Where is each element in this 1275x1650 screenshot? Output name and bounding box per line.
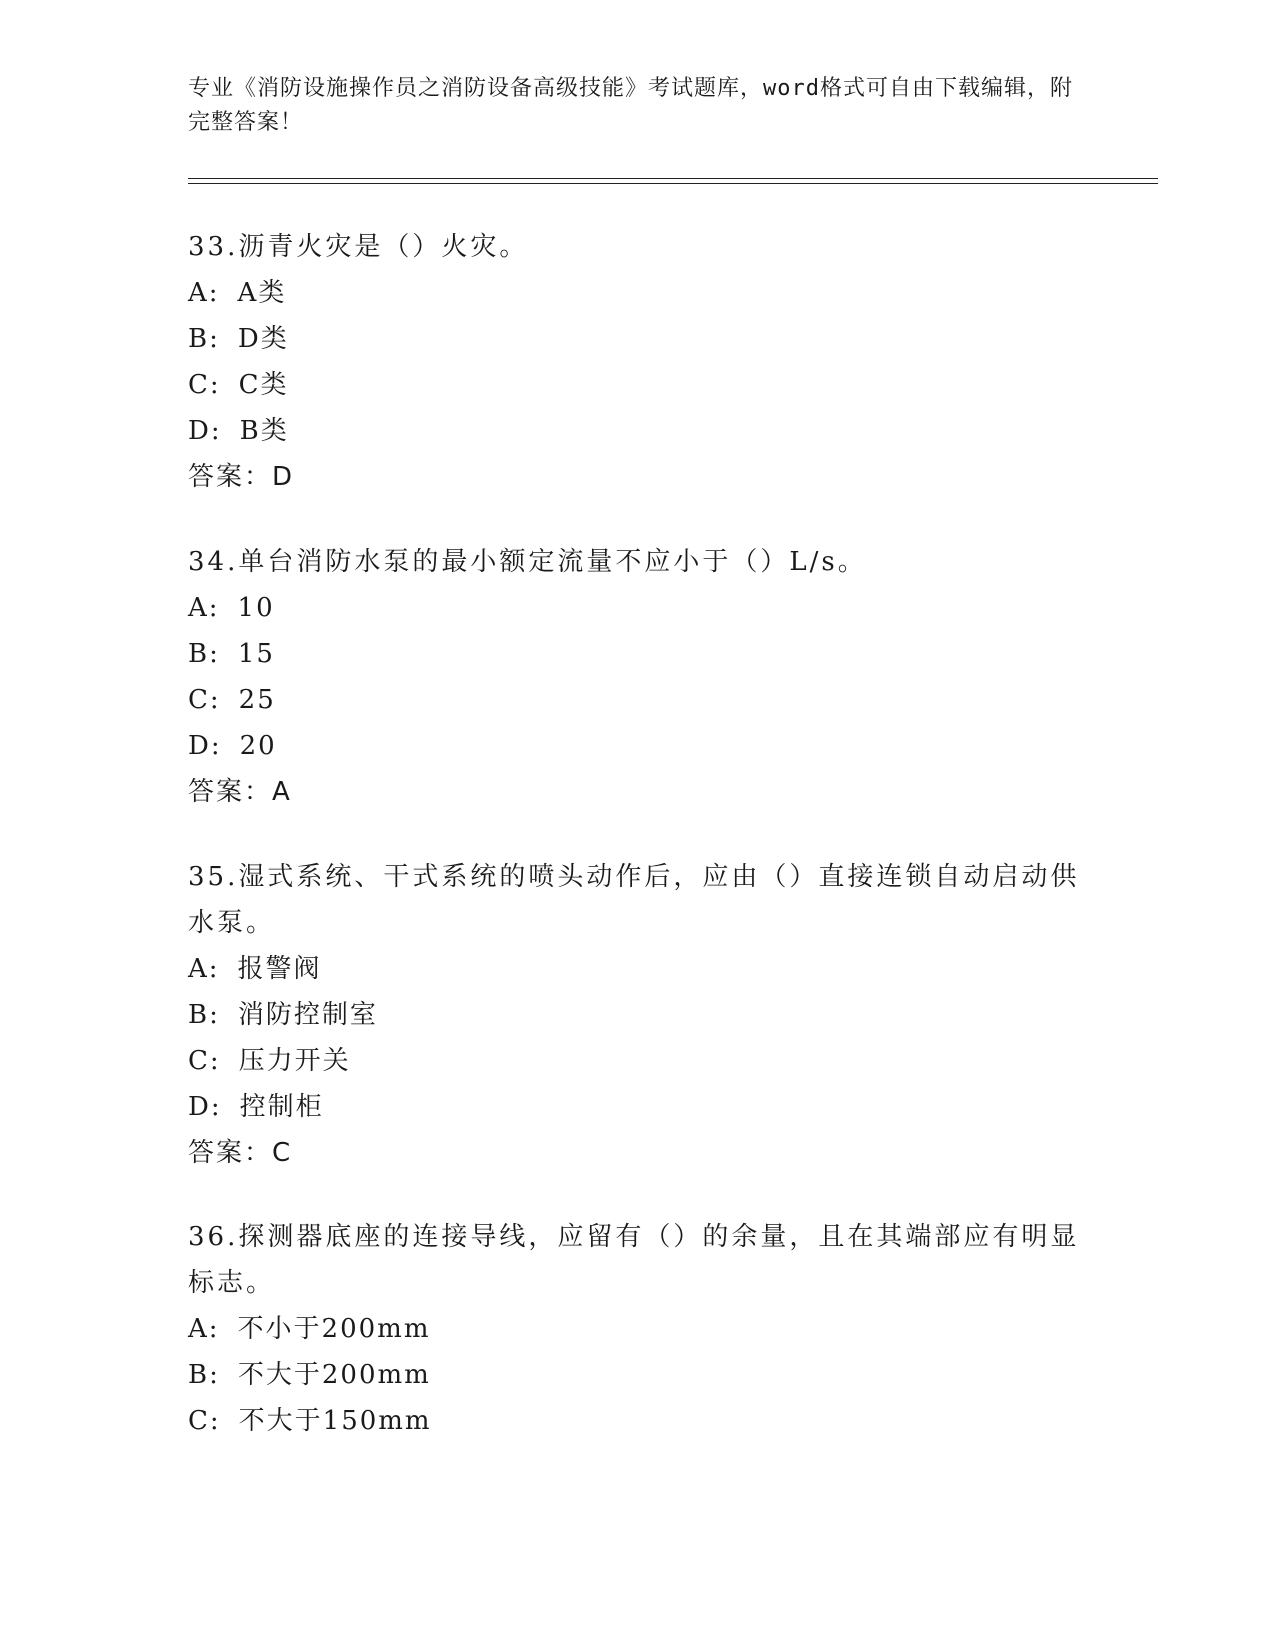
option-a (188, 585, 1088, 631)
option-text: D类 (237, 324, 289, 354)
option-text: 报警阀 (237, 954, 322, 984)
option-letter: A: (188, 593, 220, 623)
option-b (188, 316, 1088, 362)
option-text: 不大于200mm (237, 1360, 431, 1390)
option-text: 消防控制室 (237, 1000, 378, 1030)
option-b (188, 631, 1088, 677)
option-c (188, 677, 1088, 723)
question-33 (188, 224, 1088, 500)
option-letter: B: (188, 639, 220, 669)
question-34 (188, 539, 1088, 815)
option-a (188, 270, 1088, 316)
option-letter: A: (188, 278, 220, 308)
header-divider-top (188, 178, 1158, 179)
option-text: B类 (239, 416, 289, 446)
question-35 (188, 854, 1088, 1176)
option-letter: B: (188, 1000, 220, 1030)
option-letter: D: (188, 731, 222, 761)
answer-line: 答案：C (188, 1138, 293, 1168)
option-text: 25 (238, 685, 276, 715)
option-letter: A: (188, 954, 220, 984)
option-text: 不小于200mm (237, 1314, 431, 1344)
option-letter: B: (188, 1360, 220, 1390)
option-letter: A: (188, 1314, 220, 1344)
question-stem: 35.湿式系统、干式系统的喷头动作后，应由（）直接连锁自动启动供水泵。 (188, 862, 1080, 938)
option-text: 20 (239, 731, 277, 761)
option-letter: B: (188, 324, 220, 354)
document-header-text: 专业《消防设施操作员之消防设备高级技能》考试题库，word格式可自由下载编辑，附完整答案！ (188, 76, 1073, 135)
option-letter: D: (188, 416, 222, 446)
option-b (188, 1352, 1088, 1398)
question-stem: 33.沥青火灾是（）火灾。 (188, 232, 529, 262)
option-text: 控制柜 (239, 1092, 324, 1122)
option-d (188, 1084, 1088, 1130)
option-d (188, 408, 1088, 454)
option-text: 10 (237, 593, 275, 623)
option-text: 不大于150mm (238, 1406, 432, 1436)
option-a (188, 946, 1088, 992)
option-c (188, 1398, 1088, 1444)
option-letter: D: (188, 1092, 222, 1122)
option-letter: C: (188, 685, 221, 715)
option-d (188, 723, 1088, 769)
option-letter: C: (188, 1406, 221, 1436)
question-stem: 34.单台消防水泵的最小额定流量不应小于（）L/s。 (188, 547, 867, 577)
option-letter: C: (188, 1046, 221, 1076)
answer-line: 答案：A (188, 777, 292, 807)
question-stem: 36.探测器底座的连接导线，应留有（）的余量，且在其端部应有明显标志。 (188, 1222, 1080, 1298)
option-text: A类 (237, 278, 287, 308)
answer-line: 答案：D (188, 462, 295, 492)
option-text: 压力开关 (238, 1046, 351, 1076)
option-text: C类 (238, 370, 289, 400)
question-36 (188, 1214, 1088, 1444)
option-a (188, 1306, 1088, 1352)
option-c (188, 1038, 1088, 1084)
option-text: 15 (237, 639, 275, 669)
option-b (188, 992, 1088, 1038)
option-c (188, 362, 1088, 408)
header-divider-bottom (188, 183, 1158, 184)
option-letter: C: (188, 370, 221, 400)
